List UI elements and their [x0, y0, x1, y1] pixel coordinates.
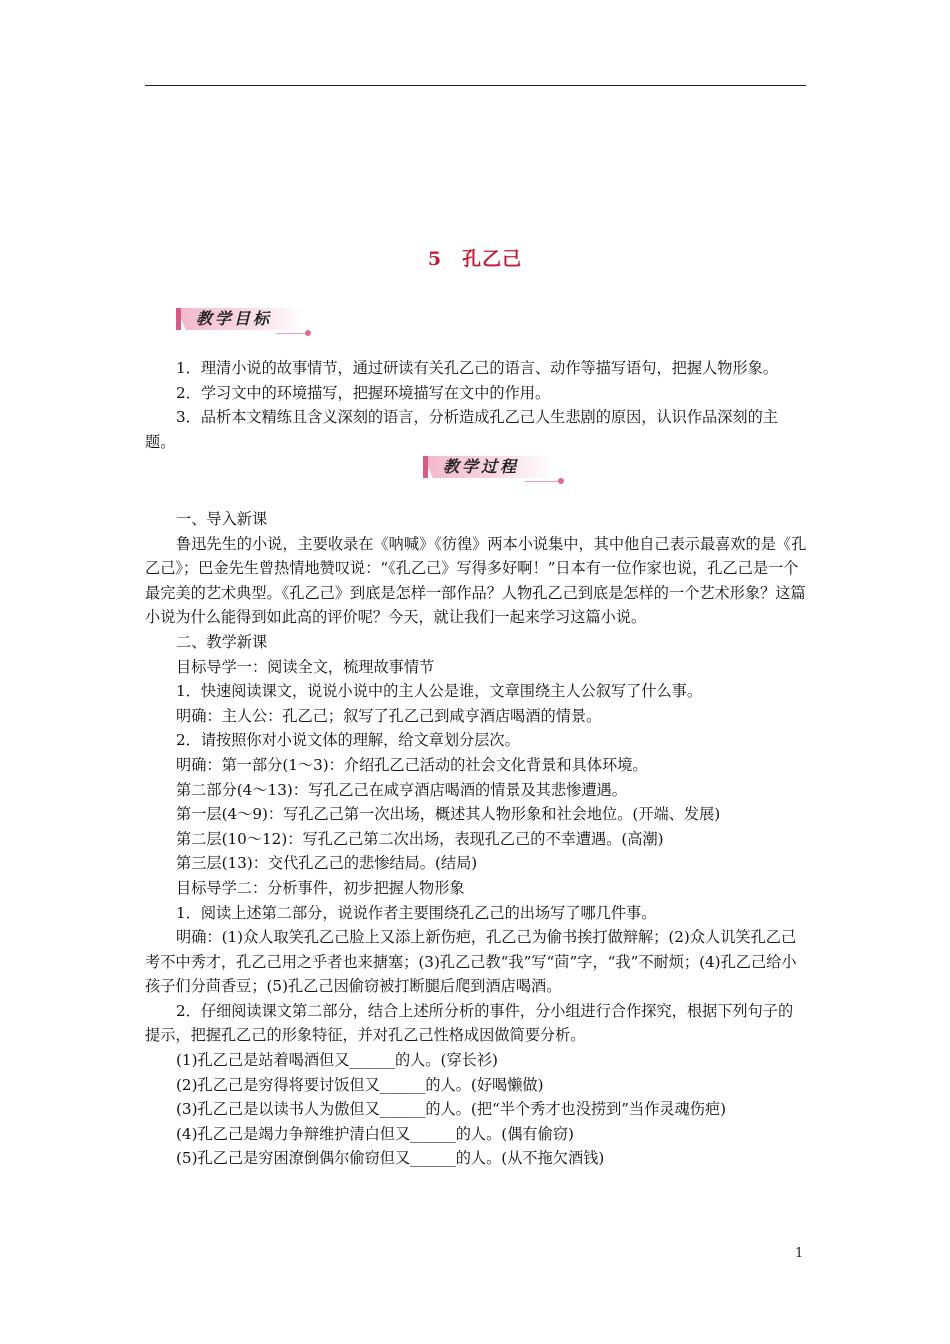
- list-item: (3)孔乙己是以读书人为傲但又______的人。(把“半个秀才也没捞到”当作灵魂伤疤): [176, 1100, 727, 1119]
- list-item: (4)孔乙己是竭力争辩维护清白但又______的人。(偶有偷窃): [176, 1124, 574, 1143]
- list-item: (2)孔乙己是穷得将要讨饭但又______的人。(好喝懒做): [176, 1075, 544, 1094]
- badge-dot: [558, 478, 564, 484]
- paragraph: 明确：第一部分(1～3)：介绍孔乙己活动的社会文化背景和具体环境。: [176, 755, 648, 774]
- paragraph: 明确：主人公：孔乙己；叙写了孔乙己到咸亨酒店喝酒的情景。: [176, 706, 602, 725]
- paragraph: 2．请按照你对小说文体的理解，给文章划分层次。: [176, 731, 520, 750]
- page-title: 5 孔乙己: [427, 248, 523, 270]
- section-heading: 二、教学新课: [176, 632, 268, 651]
- objective-item: 2．学习文中的环境描写，把握环境描写在文中的作用。: [176, 383, 551, 402]
- badge-tick: [176, 308, 181, 330]
- badge-underline: [276, 333, 306, 334]
- process-badge: [423, 452, 568, 486]
- objectives-list: [145, 356, 807, 454]
- paragraph: 1．快速阅读课文，说说小说中的主人公是谁，文章围绕主人公叙写了什么事。: [176, 682, 703, 701]
- badge-underline: [525, 481, 559, 482]
- process-heading: 教学过程: [443, 457, 520, 476]
- paragraph: 2．仔细阅读课文第二部分，结合上述所分析的事件，分小组进行合作探究，根据下列句子的提示，把握孔乙己的形象特征，并对孔乙己性格成因做简要分析。: [145, 1001, 794, 1045]
- paragraph: 第二层(10～12)：写孔乙己第二次出场，表现孔乙己的不幸遭遇。(高潮): [176, 829, 664, 848]
- header-rule: [145, 85, 806, 86]
- objectives-badge: [176, 304, 316, 338]
- subsection-heading: 目标导学二：分析事件，初步把握人物形象: [176, 878, 465, 897]
- objective-item: 3．品析本文精练且含义深刻的语言，分析造成孔乙己人生悲剧的原因，认识作品深刻的主题。: [145, 408, 778, 451]
- paragraph: 第三层(13)：交代孔乙己的悲惨结局。(结局): [176, 854, 478, 873]
- badge-dot: [305, 330, 311, 336]
- objective-item: 1．理清小说的故事情节，通过研读有关孔乙己的语言、动作等描写语句，把握人物形象。: [176, 359, 778, 377]
- paragraph: 1．阅读上述第二部分，说说作者主要围绕孔乙己的出场写了哪几件事。: [176, 903, 657, 922]
- subsection-heading: 目标导学一：阅读全文，梳理故事情节: [176, 657, 435, 676]
- badge-tick: [423, 456, 428, 478]
- page-number: 1: [795, 1246, 804, 1261]
- paragraph: 第一层(4～9)：写孔乙己第一次出场，概述其人物形象和社会地位。(开端、发展): [176, 805, 721, 824]
- paragraph: 鲁迅先生的小说，主要收录在《呐喊》《彷徨》两本小说集中，其中他自己表示最喜欢的是《孔乙己》；巴金先生曾热情地赞叹说：“《孔乙己》写得多好啊！”日本有一位作家也说，孔乙己是一个最完美的艺术典型。《孔乙己》到底是怎样一部作品？人物孔乙己到底是怎样的一个艺术形象？这篇小说为什么能得到如此高的评价呢？今天，就让我们一起来学习这篇小说。: [145, 534, 807, 627]
- list-item: (5)孔乙己是穷困潦倒偶尔偷窃但又______的人。(从不拖欠酒钱): [176, 1149, 605, 1168]
- objectives-heading: 教学目标: [196, 309, 273, 328]
- paragraph: 明确：(1)众人取笑孔乙己脸上又添上新伤疤，孔乙己为偷书挨打做辩解；(2)众人讥笑孔乙己考不中秀才，孔乙己用之乎者也来搪塞；(3)孔乙己教“我”写“茴”字，“我”不耐烦；(4)孔乙己给小孩子们分茴香豆；(5)孔乙己因偷窃被打断腿后爬到酒店喝酒。: [145, 928, 797, 996]
- list-item: (1)孔乙己是站着喝酒但又______的人。(穿长衫): [176, 1051, 498, 1070]
- process-content: [145, 507, 807, 1171]
- paragraph: 第二部分(4～13)：写孔乙己在咸亨酒店喝酒的情景及其悲惨遭遇。: [176, 780, 627, 799]
- section-heading: 一、导入新课: [176, 510, 268, 528]
